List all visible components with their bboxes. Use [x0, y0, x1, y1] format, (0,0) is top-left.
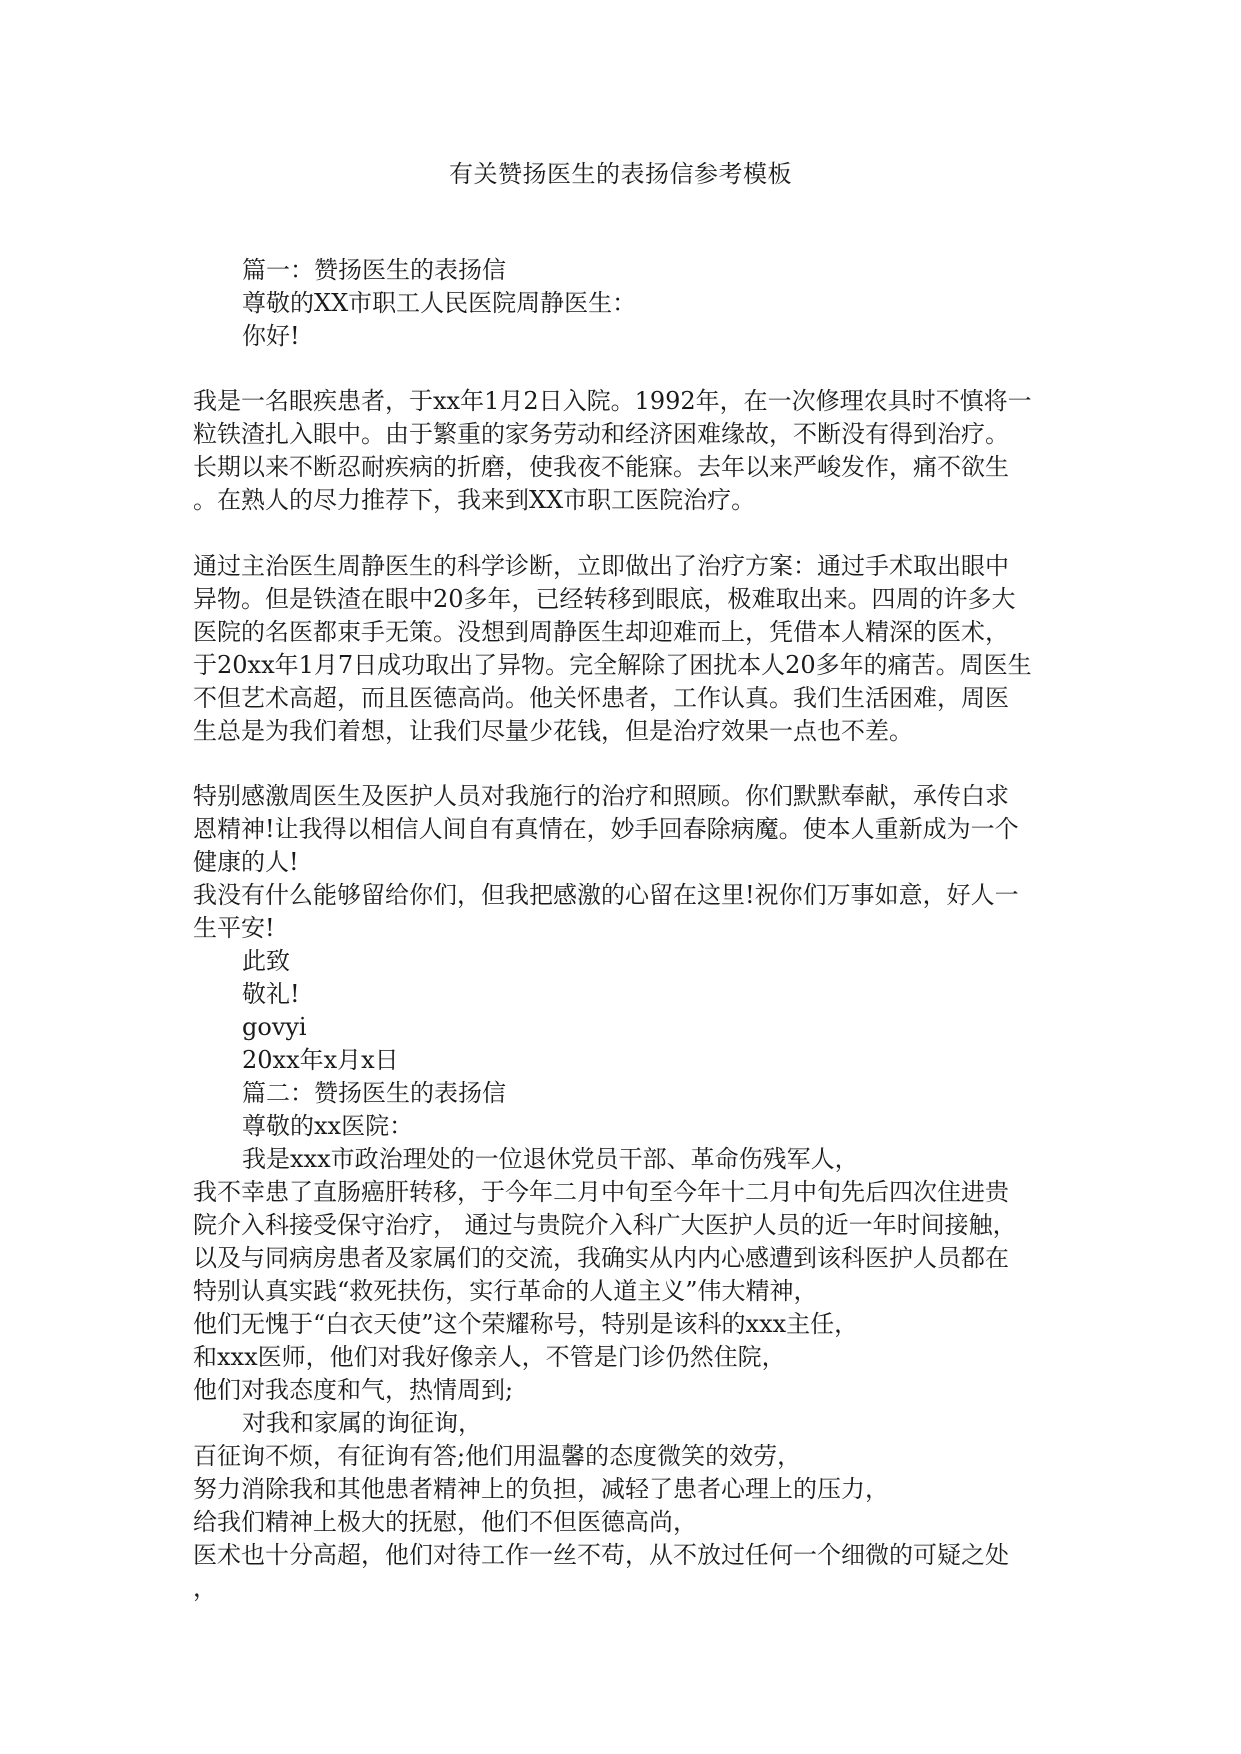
text-line: 生平安!: [193, 914, 275, 942]
text-line: 特别感激周医生及医护人员对我施行的治疗和照顾。你们默默奉献，承传白求: [193, 782, 1009, 810]
text-line: 和xxx医师，他们对我好像亲人，不管是门诊仍然住院，: [193, 1343, 786, 1371]
text-line: 对我和家属的询征询，: [242, 1409, 482, 1437]
text-line: 于20xx年1月7日成功取出了异物。完全解除了困扰本人20多年的痛苦。周医生: [193, 651, 1032, 679]
text-line: 尊敬的XX市职工人民医院周静医生：: [242, 289, 637, 317]
text-line: 恩精神!让我得以相信人间自有真情在，妙手回春除病魔。使本人重新成为一个: [193, 815, 1019, 843]
text-line: 我没有什么能够留给你们，但我把感激的心留在这里!祝你们万事如意，好人一: [193, 881, 1019, 909]
document-title: 有关赞扬医生的表扬信参考模板: [449, 160, 792, 188]
text-line: 不但艺术高超，而且医德高尚。他关怀患者，工作认真。我们生活困难，周医: [193, 684, 1009, 712]
text-line: 你好!: [242, 322, 300, 350]
text-line: govyi: [242, 1013, 307, 1041]
text-line: 百征询不烦，有征询有答;他们用温馨的态度微笑的效劳，: [193, 1442, 802, 1470]
text-line: 生总是为我们着想，让我们尽量少花钱，但是治疗效果一点也不差。: [193, 717, 913, 745]
text-line: 努力消除我和其他患者精神上的负担，减轻了患者心理上的压力，: [193, 1475, 889, 1503]
text-line: 医术也十分高超，他们对待工作一丝不苟，从不放过任何一个细微的可疑之处: [193, 1541, 1009, 1569]
text-line: 通过主治医生周静医生的科学诊断，立即做出了治疗方案：通过手术取出眼中: [193, 552, 1009, 580]
text-line: 医院的名医都束手无策。没想到周静医生却迎难而上，凭借本人精深的医术，: [193, 618, 1009, 646]
text-line: 尊敬的xx医院：: [242, 1112, 414, 1140]
text-line: 粒铁渣扎入眼中。由于繁重的家务劳动和经济困难缘故，不断没有得到治疗。: [193, 420, 1009, 448]
text-line: 院介入科接受保守治疗， 通过与贵院介入科广大医护人员的近一年时间接触，: [193, 1211, 1017, 1239]
text-line: ，: [193, 1574, 217, 1602]
text-line: 以及与同病房患者及家属们的交流，我确实从内内心感遭到该科医护人员都在: [193, 1244, 1009, 1272]
text-line: 我是xxx市政治理处的一位退休党员干部、革命伤残军人，: [242, 1145, 859, 1173]
text-line: 篇二：赞扬医生的表扬信: [242, 1079, 506, 1107]
text-line: 20xx年x月x日: [242, 1046, 399, 1074]
text-line: 健康的人!: [193, 848, 299, 876]
text-line: 他们对我态度和气，热情周到;: [193, 1376, 514, 1404]
text-line: 特别认真实践“救死扶伤，实行革命的人道主义”伟大精神，: [193, 1277, 818, 1305]
text-line: 我不幸患了直肠癌肝转移，于今年二月中旬至今年十二月中旬先后四次住进贵: [193, 1178, 1009, 1206]
text-line: 给我们精神上极大的抚慰，他们不但医德高尚，: [193, 1508, 697, 1536]
text-line: 长期以来不断忍耐疾病的折磨，使我夜不能寐。去年以来严峻发作，痛不欲生: [193, 453, 1009, 481]
text-line: 此致: [242, 947, 290, 975]
text-line: 篇一：赞扬医生的表扬信: [242, 256, 506, 284]
text-line: 他们无愧于“白衣天使”这个荣耀称号，特别是该科的xxx主任，: [193, 1310, 859, 1338]
text-line: 敬礼!: [242, 980, 300, 1008]
text-line: 异物。但是铁渣在眼中20多年，已经转移到眼底，极难取出来。四周的许多大: [193, 585, 1016, 613]
text-line: 。在熟人的尽力推荐下，我来到XX市职工医院治疗。: [193, 486, 756, 514]
text-line: 我是一名眼疾患者，于xx年1月2日入院。1992年，在一次修理农具时不慎将一: [193, 387, 1032, 415]
